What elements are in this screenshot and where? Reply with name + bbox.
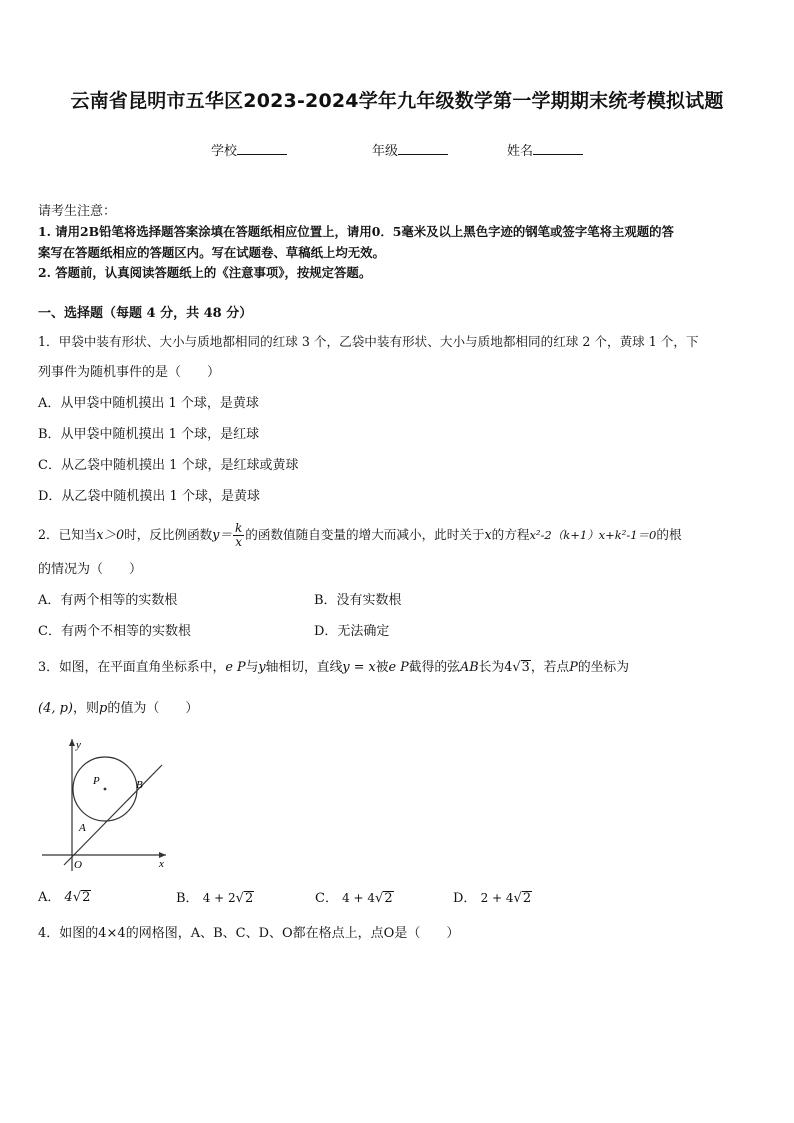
q3-text-10: 的值为（ ） (107, 701, 199, 716)
grade-field (372, 140, 448, 159)
q3-circle: e P (225, 660, 246, 675)
notice-item-1-line-2: 案写在答题纸相应的答题区内。写在试题卷、草稿纸上均无效。 (38, 245, 385, 260)
q3-opt-d-rad: 2 (522, 891, 532, 906)
q3-yaxis: y (258, 660, 266, 675)
q2-func-lhs: y＝ (212, 527, 232, 542)
q3-opt-d-pre: 2 + 4 (480, 891, 514, 905)
q3-opt-b-pre: 4 + 2 (202, 891, 236, 905)
school-field (211, 140, 287, 159)
q3-len-coef: 4 (504, 660, 513, 675)
q3-opt-a-label: A． (38, 890, 61, 905)
q3-opt-c-radical: √ (375, 891, 384, 906)
q3-opt-b-rad: 2 (244, 891, 254, 906)
q3-opt-d-radical: √ (513, 891, 522, 906)
q2-var: x (484, 527, 492, 542)
center-dot (104, 788, 107, 791)
q2-prefix: 2．已知当 (38, 527, 97, 542)
q3-opt-a-radical: √ (72, 890, 82, 905)
q2-option-a: A．有两个相等的实数根 (38, 593, 178, 608)
q1-option-b: B．从甲袋中随机摸出 1 个球，是红球 (38, 427, 260, 442)
q3-text-1: 3．如图，在平面直角坐标系中， (38, 660, 226, 675)
q3-opt-c-rad: 2 (384, 891, 393, 906)
q3-text-7: ，若点 (530, 660, 570, 675)
school-label: 学校 (211, 144, 238, 159)
q3-figure (38, 735, 178, 875)
label-y: y (76, 739, 81, 751)
q4-stem-line-1: 4．如图的4×4的网格图，A、B、C、D、O都在格点上，点O是（ ） (38, 926, 460, 941)
q3-line-eq: y = x (342, 660, 376, 675)
notice-heading: 请考生注意： (38, 204, 117, 219)
q3-text-4: 被 (375, 660, 389, 675)
line-y-equals-x (64, 765, 162, 865)
q3-stem-line-1 (38, 659, 629, 677)
q2-fraction (233, 522, 244, 549)
q2-frac-num: k (234, 521, 243, 535)
q3-opt-a-rad: 2 (82, 890, 91, 905)
q3-coord: (4, p) (38, 701, 74, 716)
q2-option-c: C．有两个不相等的实数根 (38, 624, 191, 639)
label-p: P (93, 775, 100, 787)
label-o: O (74, 859, 82, 871)
q3-option-c (315, 889, 394, 908)
section-heading: 一、选择题（每题 4 分，共 48 分） (38, 306, 253, 321)
q2-text-1: 时，反比例函数 (124, 527, 213, 542)
q3-text-8: 的坐标为 (577, 660, 630, 675)
q2-frac-den: x (235, 535, 243, 549)
q3-radical-sign: √ (512, 660, 521, 675)
q3-opt-a-coef: 4 (64, 890, 73, 905)
q3-opt-b-radical: √ (235, 891, 244, 906)
q2-text-3: 的方程 (491, 527, 530, 542)
q3-text-2: 与 (245, 660, 259, 675)
grade-blank (398, 142, 448, 155)
q2-stem-line-1 (38, 522, 682, 549)
q3-len-rad: 3 (521, 660, 530, 675)
q1-stem-line-2: 列事件为随机事件的是（ ） (38, 365, 221, 380)
q3-chord: AB (459, 660, 479, 675)
q3-point: P (569, 660, 578, 675)
label-x: x (159, 858, 164, 870)
q3-option-a (38, 889, 91, 907)
q2-option-d: D．无法确定 (314, 624, 390, 639)
q2-stem-line-2: 的情况为（ ） (38, 562, 143, 577)
q2-suffix: 的根 (656, 527, 682, 542)
q3-text-3: 轴相切，直线 (265, 660, 343, 675)
q1-option-d: D．从乙袋中随机摸出 1 个球，是黄球 (38, 489, 260, 504)
q3-opt-c-pre: 4 + 4 (342, 891, 376, 905)
q1-option-a: A．从甲袋中随机摸出 1 个球，是黄球 (38, 396, 259, 411)
q3-text-9: ，则 (73, 701, 100, 716)
q3-pvar: p (99, 701, 108, 716)
q3-text-5: 截得的弦 (408, 660, 460, 675)
label-a: A (79, 822, 86, 834)
q2-text-2: 的函数值随自变量的增大而减小，此时关于 (245, 527, 485, 542)
q2-condition: x＞0 (96, 527, 125, 542)
grade-label: 年级 (372, 144, 399, 159)
name-blank (533, 142, 583, 155)
q3-opt-b-label: B． (176, 891, 199, 906)
q3-opt-d-label: D． (453, 891, 477, 906)
page-title: 云南省昆明市五华区2023-2024学年九年级数学第一学期期末统考模拟试题 (70, 90, 724, 112)
q3-opt-c-label: C． (315, 891, 338, 906)
q3-text-6: 长为 (478, 660, 505, 675)
name-field (507, 140, 583, 159)
q2-option-b: B．没有实数根 (314, 593, 402, 608)
notice-item-1-line-1: 1. 请用2B铅笔将选择题答案涂填在答题纸相应位置上，请用0．5毫米及以上黑色字迹的钢笔或签字笔将主观题的答 (38, 224, 674, 239)
q3-stem-line-2 (38, 700, 198, 718)
q3-option-b (176, 889, 254, 908)
label-b: B (136, 779, 143, 791)
q1-stem-line-1: 1．甲袋中装有形状、大小与质地都相同的红球 3 个，乙袋中装有形状、大小与质地都相同的红球 2 个，黄球 1 个，下 (38, 334, 699, 349)
school-blank (237, 142, 287, 155)
q3-option-d (453, 889, 532, 908)
name-label: 姓名 (507, 144, 534, 159)
q3-circle-2: e P (388, 660, 409, 675)
q2-equation: x²-2（k+1）x+k²-1＝0 (529, 528, 657, 542)
q1-option-c: C．从乙袋中随机摸出 1 个球，是红球或黄球 (38, 458, 299, 473)
notice-item-2: 2. 答题前，认真阅读答题纸上的《注意事项》，按规定答题。 (38, 265, 372, 280)
y-axis-arrow (69, 739, 75, 746)
